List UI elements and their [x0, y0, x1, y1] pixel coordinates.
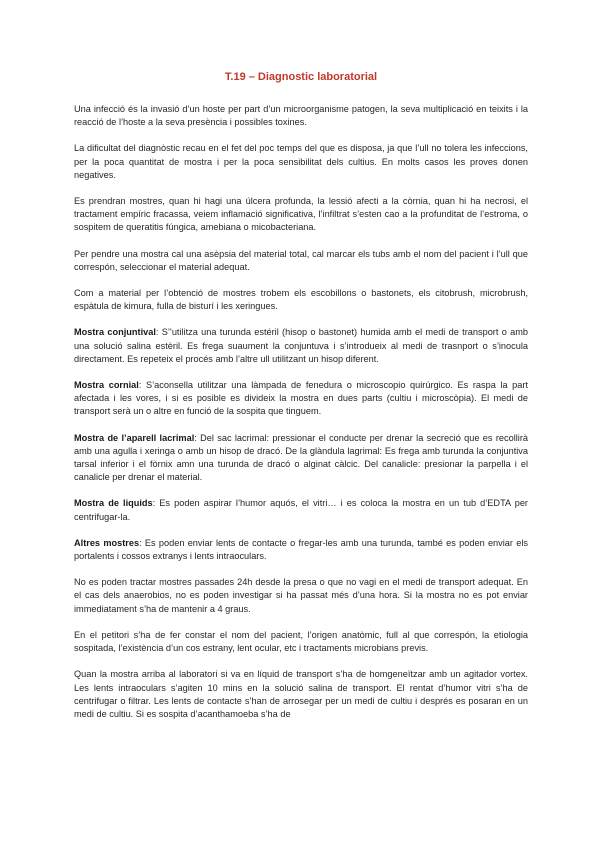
- paragraph-text: : S’aconsella utilitzar una làmpada de fenedura o microscopio quirúrgico. Es raspa la part afectada i les vores, i si es posible es divideix la mostra en dues parts (cultiu i microscòpia). El medi de transport serà un o altre en funció de la sospita que tinguem.: [74, 380, 529, 417]
- paragraph-asepsis: [74, 248, 528, 274]
- paragraph-when-sample: [74, 195, 528, 235]
- paragraph-petitori: [74, 629, 528, 655]
- paragraph-heading: Mostra de liquids: [74, 498, 153, 509]
- paragraph-text: Quan la mostra arriba al laboratori si va en líquid de transport s’ha de homgeneïtzar amb un agitador vortex. Les lents intraoculars s’agiten 10 mins en la solució salina de transport. El rentat d’humor vitri s’ha de centrifugar o filtrar. Les lents de contacte s’han de arrosegar per un medi de cultiu i després es posaran en un medi de cultiu. Si es sospita d’acanthamoeba s’ha de: [74, 669, 528, 719]
- paragraph-definition: [74, 103, 528, 129]
- paragraph-mostra-conjuntival: [74, 326, 528, 366]
- paragraph-text: : Es poden enviar lents de contacte o fregar-les amb una turunda, també es poden enviar els portalents i cossos extranys i lents intraoculars.: [74, 537, 528, 562]
- paragraph-mostra-cornial: [74, 379, 528, 419]
- paragraph-text: En el petitori s’ha de fer constar el nom del pacient, l’origen anatòmic, full al que correspón, la etiologia sospitada, l’existència d’un cos estrany, lent ocular, etc i tractaments microbians previs.: [74, 629, 528, 654]
- paragraph-text: : Es poden aspirar l’humor aquós, el vitri… i es coloca la mostra en un tub d’EDTA per centrifugar-la.: [74, 498, 528, 522]
- paragraph-heading: Mostra cornial: [74, 380, 139, 391]
- paragraph-text: : S’’utilitza una turunda estéril (hisop o bastonet) humida amb el medi de transport o amb una solució salina estèril. Es frega suaument la conjuntuva i s’introdueix al medi de trasnport o s’inocula directament. Es repeteix el procés amb l’altre ull utilitzant un hisop diferent.: [74, 327, 528, 364]
- paragraph-time-limits: [74, 576, 528, 616]
- paragraph-materials: [74, 287, 528, 313]
- paragraph-heading: Altres mostres: [74, 537, 140, 548]
- paragraph-text: Una infecció és la invasió d’un hoste per part d’un microorganisme patogen, la seva multiplicació en teixits i la reacció de l’hoste a la seva presència i possibles toxines.: [74, 104, 528, 128]
- paragraph-heading: Mostra conjuntival: [74, 327, 156, 338]
- paragraph-text: No es poden tractar mostres passades 24h desde la presa o que no vagi en el medi de transport adequat. En el cas dels anaerobios, no es poden investigar si ha passat més d’una hora. Si la mostra no es pot enviar immediatament s’ha de mantenir a 4 graus.: [74, 577, 528, 614]
- paragraph-text: Com a material per l’obtenció de mostres trobem els escobillons o bastonets, els citobrush, microbrush, espàtula de kimura, fulla de bisturí i les xeringues.: [74, 288, 528, 312]
- paragraph-text: Es prendran mostres, quan hi hagi una úlcera profunda, la lessió afecti a la còrnia, quan hi ha necrosi, el tractament empíric fracassa, veiem inflamació significativa, l’infiltrat s’esten cao a la profunditat de l’estroma, o sospitem de queratitis fúngica, amebiana o micobacteriana.: [74, 196, 528, 233]
- document-page: [74, 70, 528, 734]
- paragraph-text: : Del sac lacrimal: pressionar el conducte per drenar la secreció que es recollirà amb una agulla i xeringa o amb un hisop de dracó. De la glàndula lagrimal: Es frega amb turunda la conjuntiva tarsal inferior i el fòrnix amn una turunda de dracó o alginat càlcic. Del canalicle: presionar la parpella i el canalicle per drenar el material.: [74, 432, 528, 483]
- paragraph-mostra-lacrimal: [74, 432, 528, 485]
- paragraph-difficulty: [74, 142, 528, 182]
- paragraph-text: La dificultat del diagnòstic recau en el fet del poc temps del que es disposa, ja que l’ull no tolera les infeccions, per la poca quantitat de mostra i per la poca sensibilitat dels cultius. En molts casos les proves donen negatives.: [74, 143, 528, 180]
- paragraph-altres-mostres: [74, 537, 528, 563]
- paragraph-heading: Mostra de l’aparell lacrimal: [74, 432, 195, 443]
- paragraph-text: Per pendre una mostra cal una asèpsia del material total, cal marcar els tubs amb el nom del pacient i l’ull que correspón, seleccionar el material adequat.: [74, 248, 528, 272]
- paragraph-mostra-liquids: [74, 497, 528, 523]
- page-title: T.19 – Diagnostic laboratorial: [224, 71, 378, 83]
- paragraph-lab-processing: [74, 668, 528, 721]
